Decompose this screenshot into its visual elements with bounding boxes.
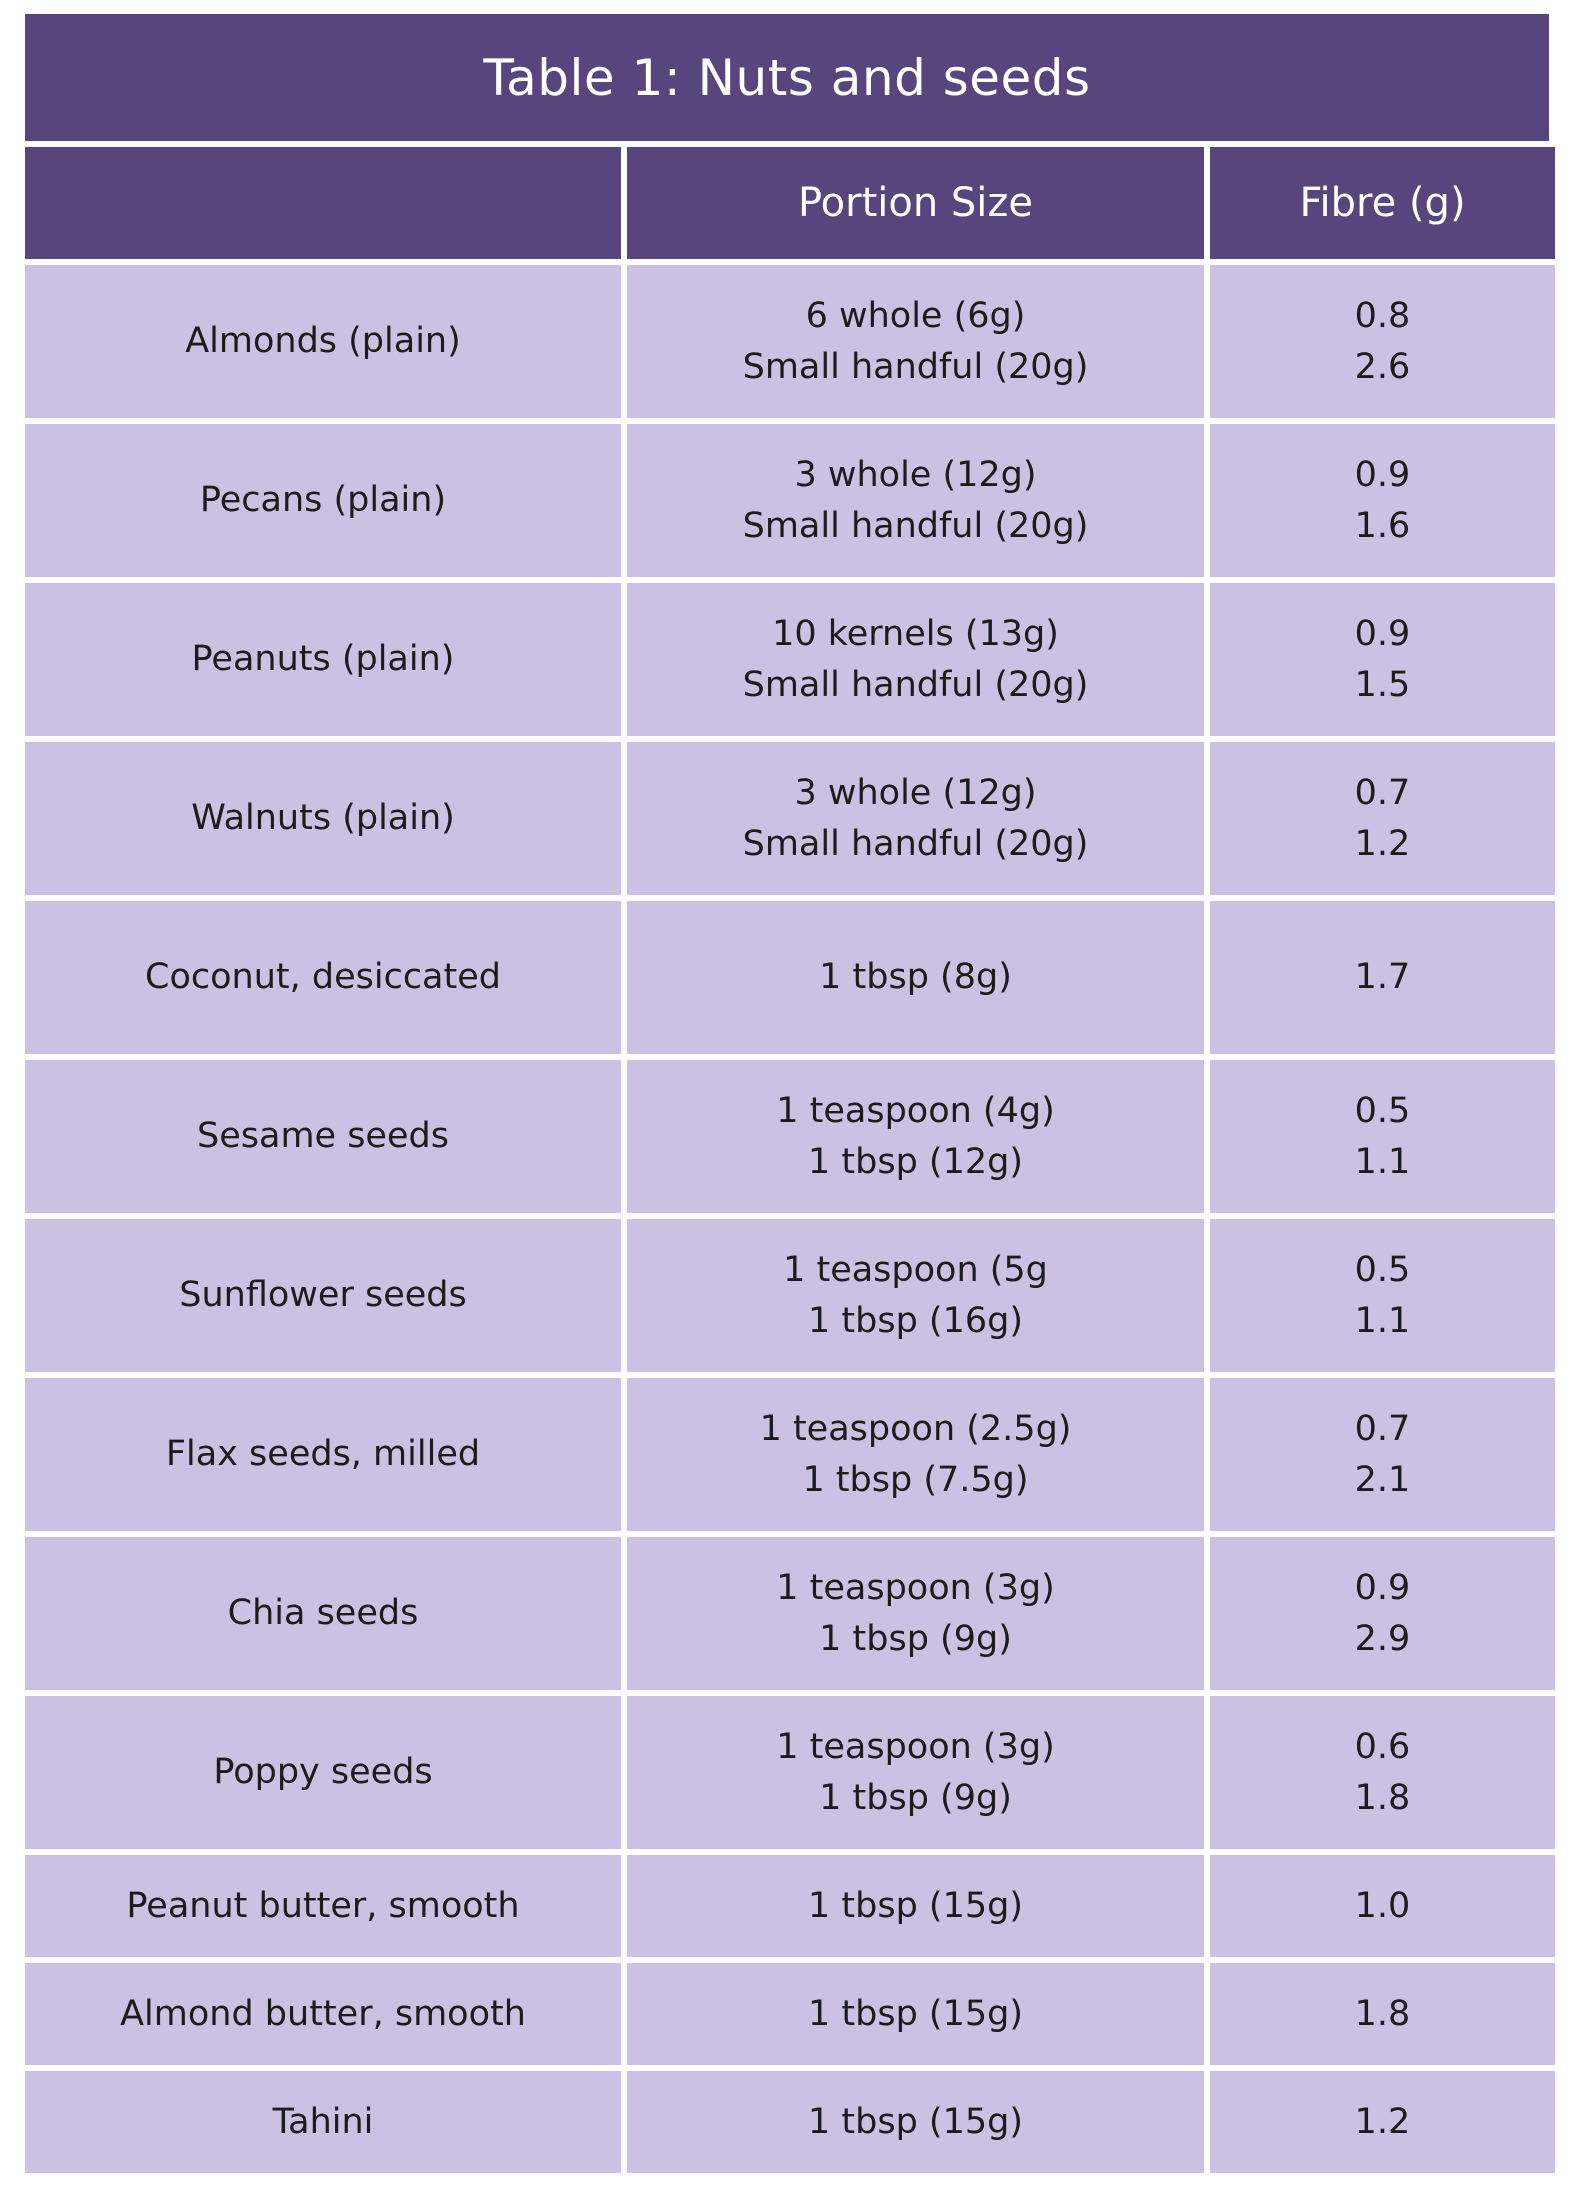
fibre-value: 1.7	[1354, 957, 1411, 997]
portion-cell	[627, 583, 1204, 736]
food-name: Pecans (plain)	[199, 480, 447, 520]
fibre-value: 1.1	[1354, 1300, 1411, 1341]
portion-cell	[627, 1060, 1204, 1213]
portion-line: 3 whole (12g)	[794, 772, 1037, 813]
fibre-value: 2.1	[1354, 1459, 1411, 1500]
portion-line: 6 whole (6g)	[805, 295, 1026, 336]
portion-cell	[627, 424, 1204, 577]
food-name: Tahini	[272, 2101, 374, 2142]
portion-line: 1 tbsp (7.5g)	[802, 1459, 1029, 1500]
food-name: Almonds (plain)	[185, 321, 461, 361]
portion-line: 1 tbsp (8g)	[819, 957, 1012, 997]
fibre-cell	[1210, 265, 1555, 418]
fibre-value: 0.7	[1354, 1408, 1411, 1449]
food-name: Sunflower seeds	[179, 1275, 467, 1315]
food-cell	[25, 1696, 621, 1849]
fibre-value: 0.7	[1354, 772, 1411, 813]
fibre-cell	[1210, 1537, 1555, 1690]
fibre-cell	[1210, 1219, 1555, 1372]
fibre-cell	[1210, 1855, 1555, 1957]
portion-line: 1 teaspoon (5g	[783, 1249, 1048, 1290]
portion-cell	[627, 1963, 1204, 2065]
portion-line: Small handful (20g)	[742, 346, 1089, 387]
food-cell	[25, 742, 621, 895]
fibre-cell	[1210, 1963, 1555, 2065]
food-name: Coconut, desiccated	[145, 957, 501, 997]
fibre-value: 1.5	[1354, 664, 1411, 705]
header-food	[25, 147, 621, 259]
portion-line: 1 tbsp (15g)	[808, 1885, 1023, 1926]
portion-line: Small handful (20g)	[742, 664, 1089, 705]
header-fibre: Fibre (g)	[1210, 147, 1555, 259]
portion-cell	[627, 742, 1204, 895]
portion-line: 1 tbsp (12g)	[808, 1141, 1023, 1182]
portion-cell	[627, 1378, 1204, 1531]
portion-line: 1 teaspoon (3g)	[776, 1726, 1055, 1767]
portion-line: 1 tbsp (15g)	[808, 1993, 1023, 2034]
fibre-value: 2.9	[1354, 1618, 1411, 1659]
food-name: Flax seeds, milled	[165, 1434, 481, 1474]
table-title: Table 1: Nuts and seeds	[25, 14, 1549, 141]
food-cell	[25, 1537, 621, 1690]
fibre-value: 0.5	[1354, 1249, 1411, 1290]
fibre-value: 1.2	[1354, 2101, 1411, 2142]
food-cell	[25, 901, 621, 1054]
fibre-value: 1.6	[1354, 505, 1411, 546]
food-cell	[25, 1855, 621, 1957]
portion-line: Small handful (20g)	[742, 505, 1089, 546]
portion-line: 1 teaspoon (2.5g)	[759, 1408, 1072, 1449]
fibre-value: 1.8	[1354, 1993, 1411, 2034]
fibre-value: 0.5	[1354, 1090, 1411, 1131]
fibre-value: 0.6	[1354, 1726, 1411, 1767]
portion-line: 1 tbsp (15g)	[808, 2101, 1023, 2142]
fibre-cell	[1210, 1696, 1555, 1849]
portion-cell	[627, 2071, 1204, 2173]
fibre-cell	[1210, 1378, 1555, 1531]
food-cell	[25, 2071, 621, 2173]
food-name: Sesame seeds	[197, 1116, 449, 1156]
food-name: Chia seeds	[227, 1593, 419, 1633]
portion-cell	[627, 1219, 1204, 1372]
nuts-seeds-table	[25, 14, 1549, 2173]
fibre-cell	[1210, 583, 1555, 736]
food-cell	[25, 583, 621, 736]
fibre-value: 1.8	[1354, 1777, 1411, 1818]
fibre-value: 0.9	[1354, 454, 1411, 495]
fibre-value: 0.9	[1354, 1567, 1411, 1608]
portion-line: 1 tbsp (9g)	[819, 1777, 1012, 1818]
fibre-cell	[1210, 901, 1555, 1054]
food-cell	[25, 1219, 621, 1372]
header-portion-size: Portion Size	[627, 147, 1204, 259]
portion-cell	[627, 1855, 1204, 1957]
portion-line: Small handful (20g)	[742, 823, 1089, 864]
portion-line: 1 tbsp (9g)	[819, 1618, 1012, 1659]
food-name: Peanuts (plain)	[191, 639, 455, 679]
portion-line: 10 kernels (13g)	[772, 613, 1059, 654]
portion-cell	[627, 901, 1204, 1054]
fibre-value: 1.2	[1354, 823, 1411, 864]
food-name: Peanut butter, smooth	[126, 1885, 520, 1926]
table-grid	[25, 147, 1549, 2173]
food-cell	[25, 1060, 621, 1213]
food-cell	[25, 424, 621, 577]
food-name: Poppy seeds	[213, 1752, 433, 1792]
food-cell	[25, 1963, 621, 2065]
fibre-value: 0.9	[1354, 613, 1411, 654]
fibre-value: 2.6	[1354, 346, 1411, 387]
portion-cell	[627, 1696, 1204, 1849]
food-cell	[25, 265, 621, 418]
fibre-value: 1.1	[1354, 1141, 1411, 1182]
portion-line: 1 teaspoon (3g)	[776, 1567, 1055, 1608]
portion-line: 3 whole (12g)	[794, 454, 1037, 495]
food-name: Walnuts (plain)	[191, 798, 455, 838]
food-cell	[25, 1378, 621, 1531]
fibre-cell	[1210, 1060, 1555, 1213]
fibre-cell	[1210, 742, 1555, 895]
food-name: Almond butter, smooth	[120, 1993, 526, 2034]
portion-line: 1 teaspoon (4g)	[776, 1090, 1055, 1131]
portion-cell	[627, 1537, 1204, 1690]
portion-line: 1 tbsp (16g)	[808, 1300, 1023, 1341]
fibre-value: 1.0	[1354, 1885, 1411, 1926]
portion-cell	[627, 265, 1204, 418]
fibre-cell	[1210, 2071, 1555, 2173]
fibre-value: 0.8	[1354, 295, 1411, 336]
fibre-cell	[1210, 424, 1555, 577]
